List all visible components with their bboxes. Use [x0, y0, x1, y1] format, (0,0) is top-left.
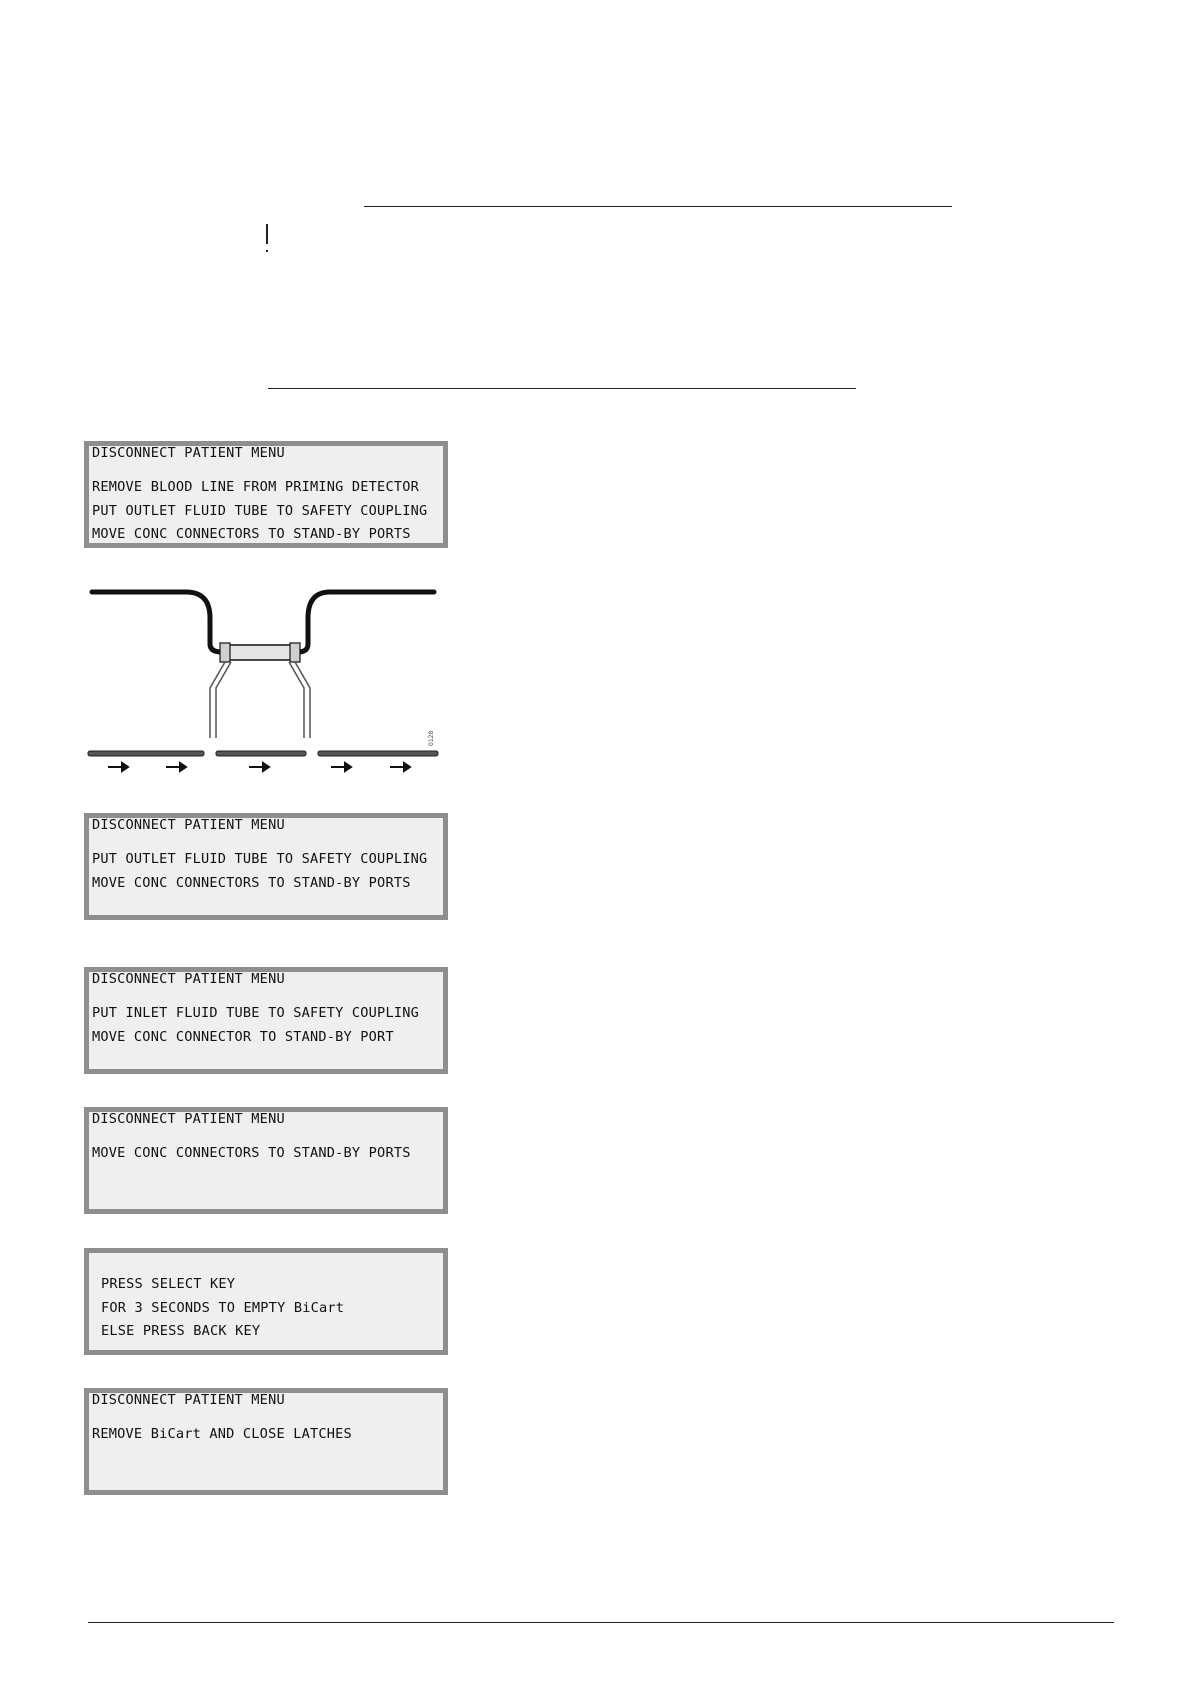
- inlet-tube: [290, 592, 434, 652]
- lcd-line: REMOVE BiCart AND CLOSE LATCHES: [92, 1426, 352, 1442]
- lcd-line: MOVE CONC CONNECTORS TO STAND-BY PORTS: [92, 875, 411, 891]
- lcd-header: DISCONNECT PATIENT MENU: [92, 1392, 285, 1408]
- lcd-header: DISCONNECT PATIENT MENU: [92, 1111, 285, 1127]
- lcd-screen-3: [84, 967, 448, 1074]
- flow-arrows: [108, 763, 410, 771]
- lcd-line: PRESS SELECT KEY: [101, 1276, 236, 1292]
- safety-coupling-diagram: [86, 582, 442, 778]
- lcd-line: PUT OUTLET FLUID TUBE TO SAFETY COUPLING: [92, 851, 428, 867]
- lcd-line: PUT INLET FLUID TUBE TO SAFETY COUPLING: [92, 1005, 419, 1021]
- lcd-line: REMOVE BLOOD LINE FROM PRIMING DETECTOR: [92, 479, 419, 495]
- lcd-screen-6: [84, 1388, 448, 1495]
- lcd-screen-1: [84, 441, 448, 548]
- lcd-line: PUT OUTLET FLUID TUBE TO SAFETY COUPLING: [92, 503, 428, 519]
- lcd-header: DISCONNECT PATIENT MENU: [92, 817, 285, 833]
- rails: [88, 751, 438, 756]
- figure-number: 0128: [428, 730, 435, 746]
- lcd-line: MOVE CONC CONNECTOR TO STAND-BY PORT: [92, 1029, 394, 1045]
- section-rule-top: [364, 206, 952, 207]
- footer-rule: [88, 1622, 1114, 1623]
- lcd-line: MOVE CONC CONNECTORS TO STAND-BY PORTS: [92, 526, 411, 542]
- warning-mark-dot: [266, 250, 268, 252]
- section-rule-middle: [268, 388, 856, 389]
- coupling-stands: [210, 662, 310, 738]
- coupling-body: [224, 645, 296, 660]
- lcd-screen-4: [84, 1107, 448, 1214]
- warning-mark: [266, 224, 268, 244]
- lcd-screen-5: [84, 1248, 448, 1355]
- lcd-header: DISCONNECT PATIENT MENU: [92, 971, 285, 987]
- safety-coupling: [220, 643, 300, 662]
- outlet-tube: [92, 592, 230, 652]
- lcd-line: FOR 3 SECONDS TO EMPTY BiCart: [101, 1300, 345, 1316]
- lcd-screen-2: [84, 813, 448, 920]
- lcd-line: ELSE PRESS BACK KEY: [101, 1323, 261, 1339]
- fluid-tubes: [92, 592, 434, 652]
- lcd-header: DISCONNECT PATIENT MENU: [92, 445, 285, 461]
- lcd-line: MOVE CONC CONNECTORS TO STAND-BY PORTS: [92, 1145, 411, 1161]
